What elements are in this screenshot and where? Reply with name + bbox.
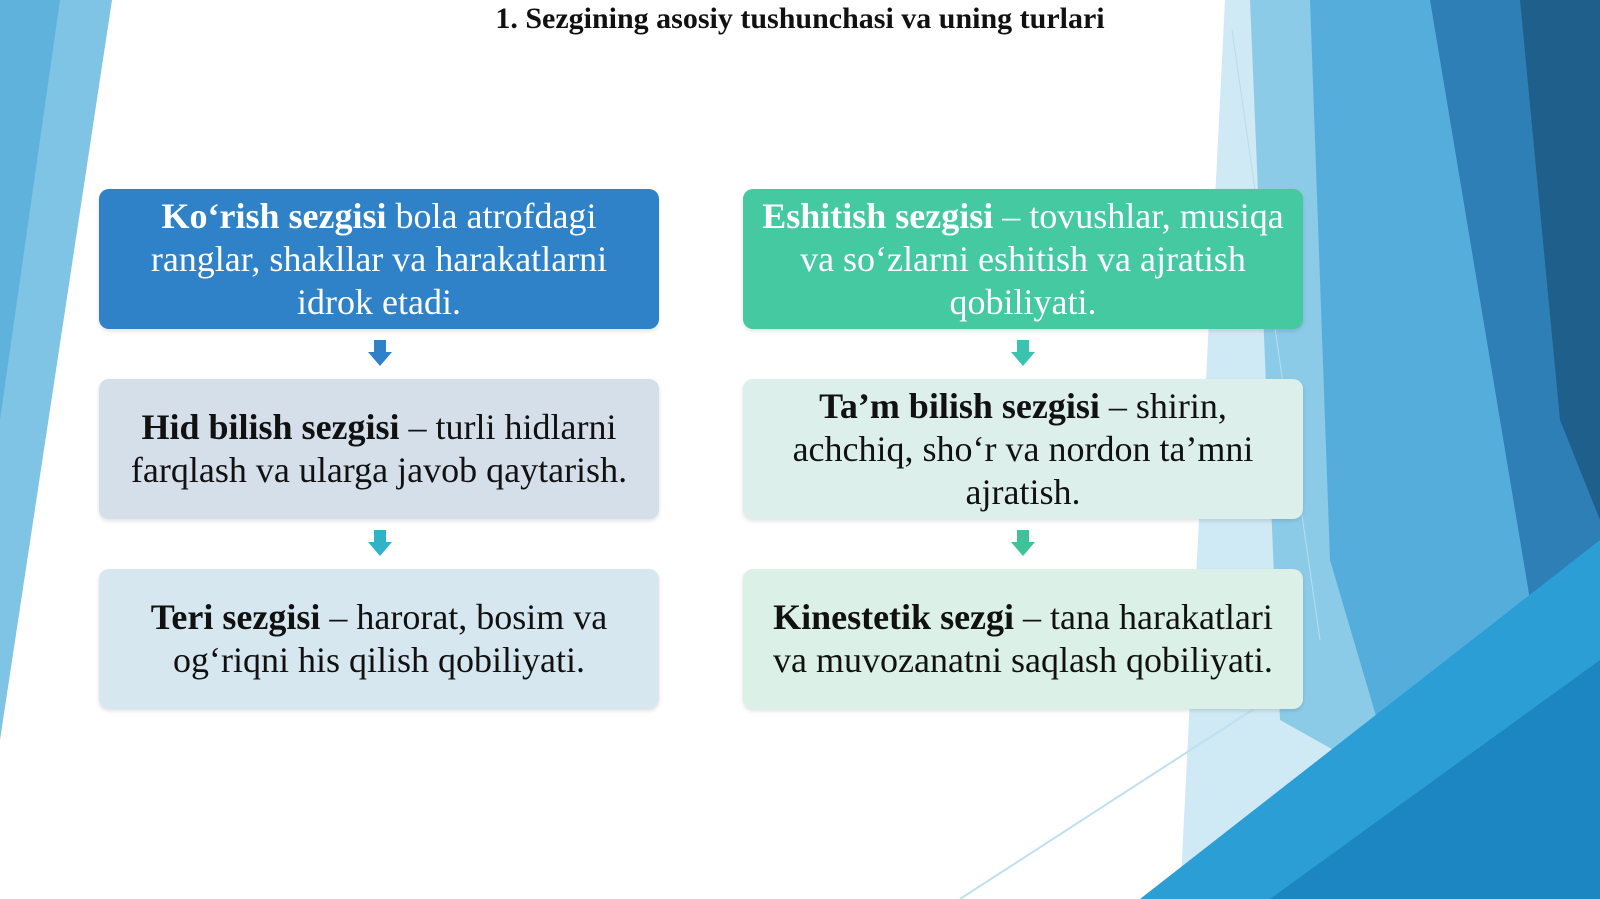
- taste-sense-box: [743, 379, 1303, 519]
- skin-sense-box: [99, 569, 659, 709]
- taste-sense-desc: – shirin, achchiq, sho‘r va nordon ta’mni ajratish.: [792, 385, 1254, 512]
- hearing-sense-desc: – tovushlar, musiqa va so‘zlarni eshitish va ajratish qobiliyati.: [800, 195, 1284, 322]
- kinesthetic-sense-box: [743, 569, 1303, 709]
- down-arrow-icon: [1011, 530, 1035, 556]
- hearing-sense-box: [743, 189, 1303, 329]
- kinesthetic-sense-term: Kinestetik sezgi: [773, 597, 1015, 637]
- down-arrow-icon: [368, 340, 392, 366]
- smell-sense-desc: – turli hidlarni farqlash va ularga javob qaytarish.: [130, 407, 628, 490]
- skin-sense-desc: – harorat, bosim va og‘riqni his qilish qobiliyati.: [173, 597, 608, 680]
- down-arrow-icon: [368, 530, 392, 556]
- vision-sense-term: Ko‘rish sezgisi: [161, 195, 387, 236]
- skin-sense-term: Teri sezgisi: [150, 597, 321, 637]
- down-arrow-icon: [1011, 340, 1035, 366]
- taste-sense-term: Ta’m bilish sezgisi: [819, 385, 1100, 426]
- smell-sense-term: Hid bilish sezgisi: [141, 407, 400, 447]
- hearing-sense-term: Eshitish sezgisi: [762, 195, 994, 236]
- slide-title: 1. Sezgining asosiy tushunchasi va uning turlari: [495, 2, 1105, 35]
- smell-sense-box: [99, 379, 659, 519]
- kinesthetic-sense-desc: – tana harakatlari va muvozanatni saqlash qobiliyati.: [773, 597, 1273, 680]
- vision-sense-desc: bola atrofdagi ranglar, shakllar va harakatlarni idrok etadi.: [150, 195, 608, 322]
- vision-sense-box: [99, 189, 659, 329]
